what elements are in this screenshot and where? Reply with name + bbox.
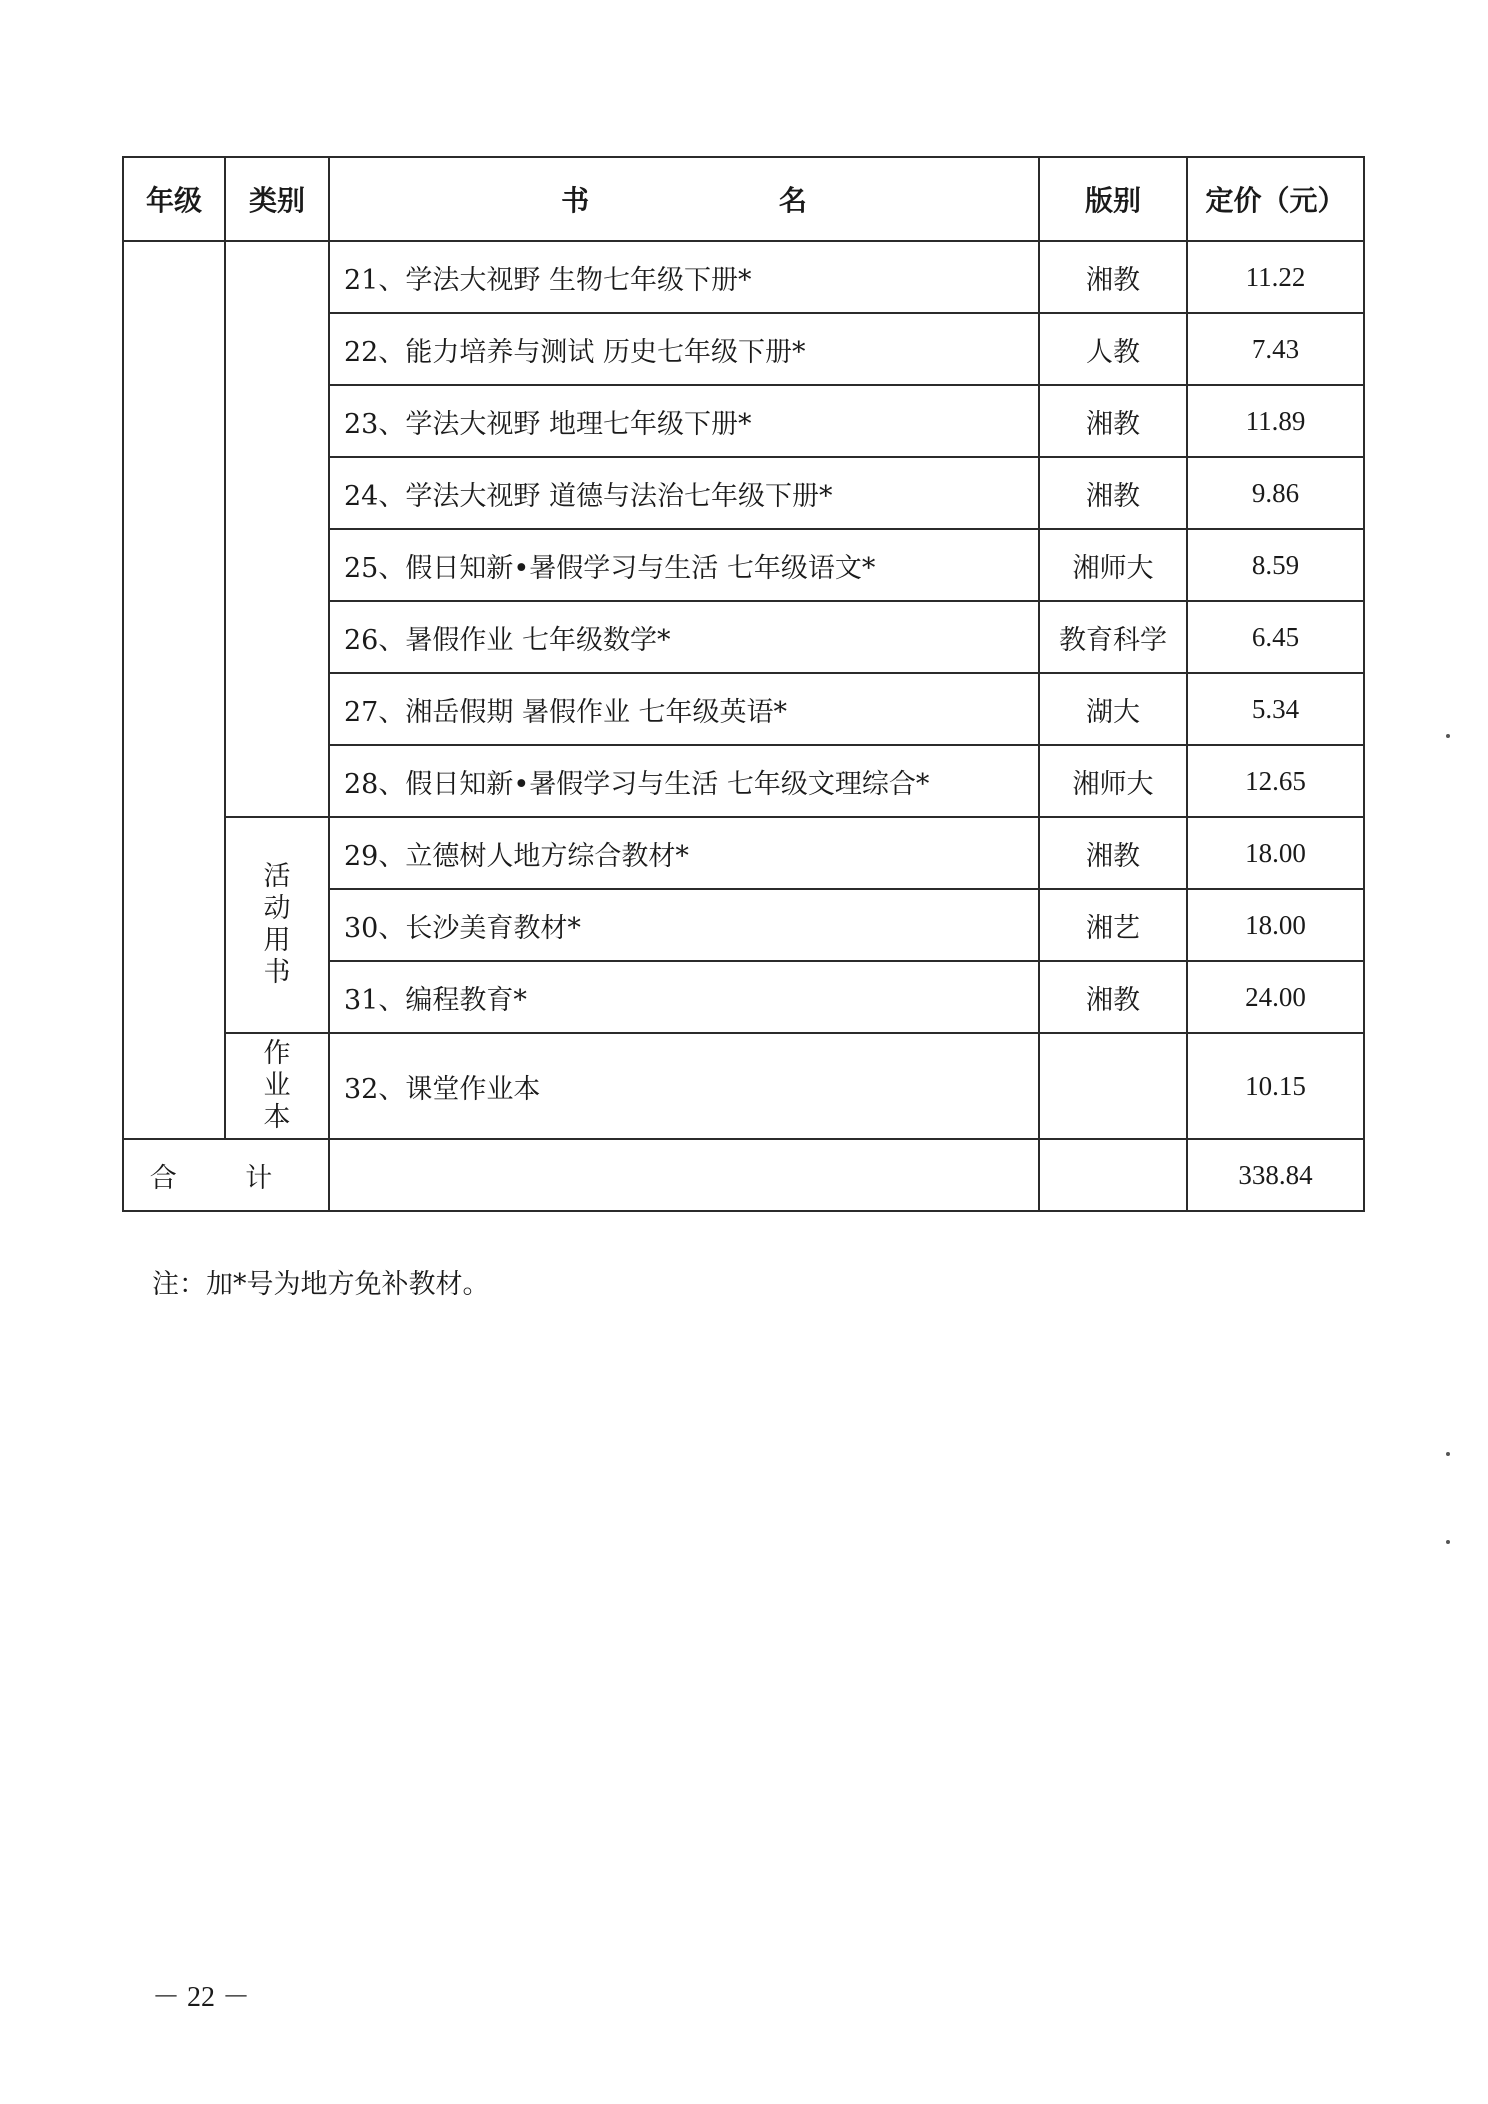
table-row <box>123 1033 1364 1139</box>
page-number: － 22 － <box>152 1982 251 2013</box>
table-row <box>123 241 1364 313</box>
category-label-workbook: 作业本 <box>263 1038 291 1133</box>
price-cell: 24.00 <box>1187 961 1364 1033</box>
header-publisher: 版别 <box>1039 157 1187 241</box>
header-category: 类别 <box>225 157 329 241</box>
publisher-cell: 湘教 <box>1039 457 1187 529</box>
book-name-cell: 30、长沙美育教材* <box>329 889 1039 961</box>
grade-cell <box>123 241 225 1139</box>
publisher-cell: 教育科学 <box>1039 601 1187 673</box>
book-name-cell: 31、编程教育* <box>329 961 1039 1033</box>
price-cell: 7.43 <box>1187 313 1364 385</box>
header-price: 定价（元） <box>1187 157 1364 241</box>
category-cell-activity-books <box>225 817 329 1033</box>
book-name-cell: 21、学法大视野 生物七年级下册* <box>329 241 1039 313</box>
book-name-cell: 29、立德树人地方综合教材* <box>329 817 1039 889</box>
book-name-cell: 22、能力培养与测试 历史七年级下册* <box>329 313 1039 385</box>
publisher-cell: 湘师大 <box>1039 745 1187 817</box>
publisher-cell: 湘教 <box>1039 241 1187 313</box>
total-blank-name <box>329 1139 1039 1211</box>
book-name-cell: 32、课堂作业本 <box>329 1033 1039 1139</box>
publisher-cell: 湖大 <box>1039 673 1187 745</box>
table-header-row <box>123 157 1364 241</box>
price-cell: 6.45 <box>1187 601 1364 673</box>
book-name-cell: 26、暑假作业 七年级数学* <box>329 601 1039 673</box>
price-cell: 11.89 <box>1187 385 1364 457</box>
total-price: 338.84 <box>1187 1139 1364 1211</box>
publisher-cell: 湘艺 <box>1039 889 1187 961</box>
price-cell: 18.00 <box>1187 889 1364 961</box>
publisher-cell: 湘教 <box>1039 385 1187 457</box>
total-label: 合 计 <box>123 1139 329 1211</box>
publisher-cell: 湘师大 <box>1039 529 1187 601</box>
publisher-cell: 湘教 <box>1039 961 1187 1033</box>
total-blank-publisher <box>1039 1139 1187 1211</box>
book-name-cell: 27、湘岳假期 暑假作业 七年级英语* <box>329 673 1039 745</box>
book-name-cell: 24、学法大视野 道德与法治七年级下册* <box>329 457 1039 529</box>
price-cell: 5.34 <box>1187 673 1364 745</box>
scan-speck <box>1446 1540 1450 1544</box>
book-price-table <box>122 156 1365 1212</box>
publisher-cell: 湘教 <box>1039 817 1187 889</box>
publisher-cell: 人教 <box>1039 313 1187 385</box>
footnote: 注：加*号为地方免补教材。 <box>152 1269 490 1300</box>
scan-speck <box>1446 1452 1450 1456</box>
category-label-activity-books: 活动用书 <box>263 861 291 988</box>
category-cell-blank <box>225 241 329 817</box>
price-cell: 9.86 <box>1187 457 1364 529</box>
header-grade: 年级 <box>123 157 225 241</box>
price-cell: 12.65 <box>1187 745 1364 817</box>
book-name-cell: 28、假日知新•暑假学习与生活 七年级文理综合* <box>329 745 1039 817</box>
publisher-cell <box>1039 1033 1187 1139</box>
price-cell: 8.59 <box>1187 529 1364 601</box>
total-row <box>123 1139 1364 1211</box>
price-cell: 10.15 <box>1187 1033 1364 1139</box>
table-row <box>123 817 1364 889</box>
header-book-name: 书 名 <box>329 157 1039 241</box>
book-name-cell: 23、学法大视野 地理七年级下册* <box>329 385 1039 457</box>
book-name-cell: 25、假日知新•暑假学习与生活 七年级语文* <box>329 529 1039 601</box>
price-cell: 18.00 <box>1187 817 1364 889</box>
price-cell: 11.22 <box>1187 241 1364 313</box>
scan-speck <box>1446 734 1450 738</box>
category-cell-workbook <box>225 1033 329 1139</box>
